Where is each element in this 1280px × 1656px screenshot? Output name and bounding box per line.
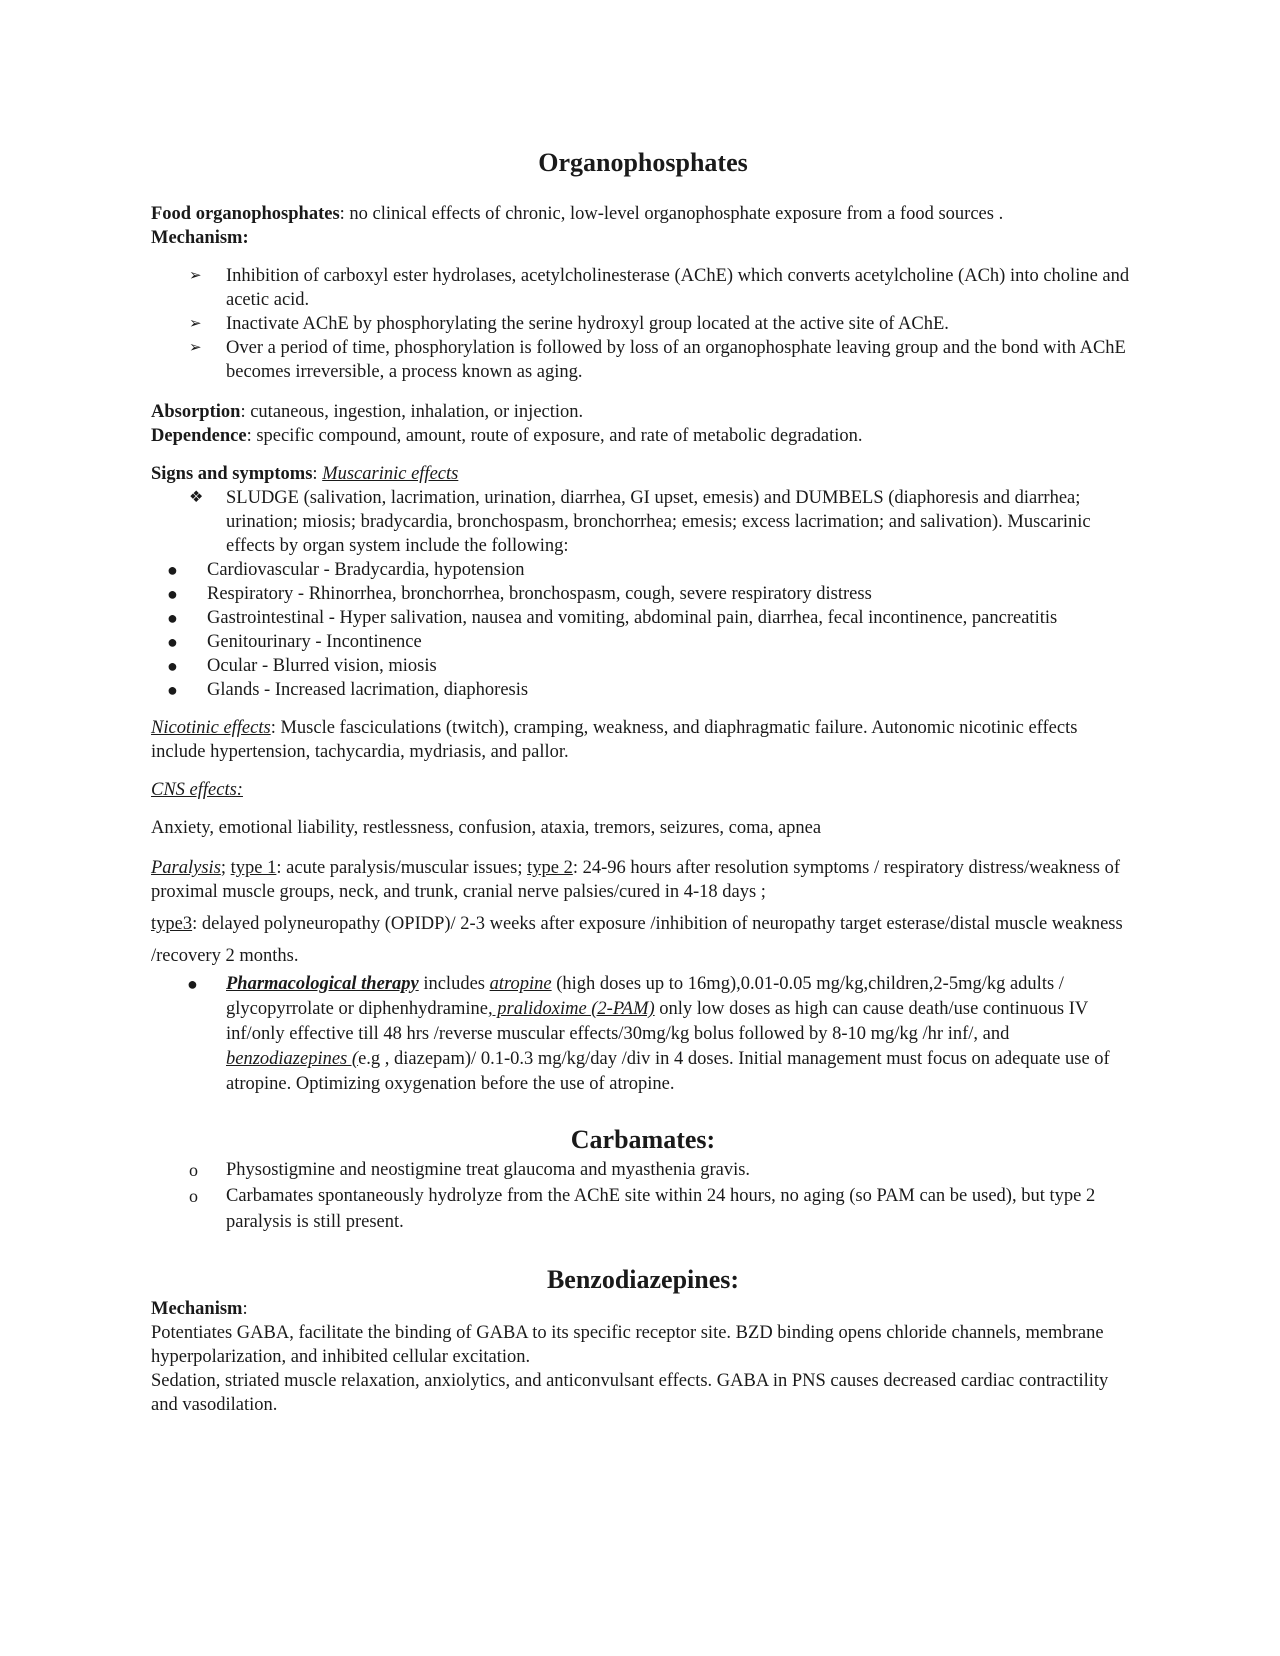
document-body [151, 146, 1135, 1417]
list-item: ➢ Over a period of time, phosphorylation is followed by loss of an organophosphate leaving group and the bond with AChE becomes irreversible, a process known as aging. [189, 338, 1126, 382]
list-item: ● Ocular - Blurred vision, miosis [167, 656, 437, 676]
paralysis-type3-para: type3: delayed polyneuropathy (OPIDP)/ 2-3 weeks after exposure /inhibition of neuropathy target esterase/distal muscle weakness /recovery 2 months. [151, 914, 1123, 966]
list-item: ● Respiratory - Rhinorrhea, bronchorrhea, bronchospasm, cough, severe respiratory distress [167, 584, 872, 604]
dot-bullet-icon: ● [187, 974, 198, 994]
dot-bullet-icon: ● [167, 680, 178, 700]
dot-bullet-icon: ● [167, 608, 178, 628]
list-item: ● Glands - Increased lacrimation, diaphoresis [167, 680, 529, 700]
list-item: o Carbamates spontaneously hydrolyze from the AChE site within 24 hours, no aging (so PAM can be used), but type 2 paralysis is still present. [151, 1183, 1135, 1235]
sludge-list [151, 486, 1135, 558]
dot-bullet-icon: ● [167, 560, 178, 580]
list-item: ➢ Inactivate AChE by phosphorylating the serine hydroxyl group located at the active site of AChE. [189, 314, 949, 334]
carbamates-heading: Carbamates: [570, 1125, 716, 1154]
page-title: Organophosphates [538, 148, 748, 177]
circle-bullet-icon: o [189, 1160, 198, 1180]
cns-effects-text: Anxiety, emotional liability, restlessness, confusion, ataxia, tremors, seizures, coma, apnea [151, 818, 822, 838]
benzo-mechanism-heading: Mechanism: [151, 1299, 248, 1319]
benzo-effects-para: Sedation, striated muscle relaxation, anxiolytics, and anticonvulsant effects. GABA in PNS causes decreased cardiac contractility and vasodilation. [151, 1371, 1109, 1415]
dot-bullet-icon: ● [167, 656, 178, 676]
nicotinic-effects-para: Nicotinic effects: Muscle fasciculations (twitch), cramping, weakness, and diaphragmatic failure. Autonomic nicotinic effects include hypertension, tachycardia, mydriasis, and pallor. [151, 718, 1078, 762]
arrow-bullet-icon: ➢ [189, 340, 202, 356]
paralysis-para: Paralysis; type 1: acute paralysis/muscular issues; type 2: 24-96 hours after resolution symptoms / respiratory distress/weakness of proximal muscle groups, neck, and trunk, cranial nerve palsies/cured in 4-18 days ; [151, 858, 1121, 902]
diamond-bullet-icon: ❖ [189, 489, 204, 506]
mechanism-heading: Mechanism: [151, 228, 249, 248]
list-item: o Physostigmine and neostigmine treat glaucoma and myasthenia gravis. [151, 1157, 1135, 1183]
organ-effects-list [151, 558, 1135, 702]
list-item: ● Cardiovascular - Bradycardia, hypotension [167, 560, 525, 580]
cns-effects-heading: CNS effects: [151, 780, 243, 800]
food-organophosphates-para: Food organophosphates: no clinical effects of chronic, low-level organophosphate exposure from a food sources . [151, 204, 1004, 224]
arrow-bullet-icon: ➢ [189, 316, 202, 332]
mechanism-list [151, 264, 1135, 384]
benzo-mechanism-para: Potentiates GABA, facilitate the binding of GABA to its specific receptor site. BZD binding opens chloride channels, membrane hyperpolarization, and inhibited cellular excitation. [151, 1323, 1104, 1367]
dot-bullet-icon: ● [167, 632, 178, 652]
carbamates-list [151, 1157, 1135, 1235]
absorption-para: Absorption: cutaneous, ingestion, inhalation, or injection. [151, 402, 584, 422]
list-item: ● Gastrointestinal - Hyper salivation, nausea and vomiting, abdominal pain, diarrhea, fecal incontinence, pancreatitis [167, 608, 1058, 628]
benzodiazepines-heading: Benzodiazepines: [546, 1265, 740, 1294]
list-item: ➢ Inhibition of carboxyl ester hydrolases, acetylcholinesterase (AChE) which converts acetylcholine (ACh) into choline and acetic acid. [189, 266, 1130, 310]
arrow-bullet-icon: ➢ [189, 268, 202, 284]
list-item: ● Genitourinary - Incontinence [167, 632, 422, 652]
circle-bullet-icon: o [189, 1186, 198, 1206]
pharmacological-therapy-list [151, 972, 1135, 1097]
signs-symptoms-para: Signs and symptoms: Muscarinic effects [151, 464, 459, 484]
list-item: ● Pharmacological therapy includes atropine (high doses up to 16mg),0.01-0.05 mg/kg,children,2-5mg/kg adults / glycopyrrolate or diphenhydramine, pralidoxime (2-PAM) only low doses as high can cause death/use continuous IV inf/only effective till 48 hrs /reverse muscular effects/30mg/kg bolus followed by 8-10 mg/kg /hr inf/, and benzodiazepines (e.g , diazepam)/ 0.1-0.3 mg/kg/day /div in 4 doses. Initial management must focus on adequate use of atropine. Optimizing oxygenation before the use of atropine. [187, 974, 1110, 1094]
dot-bullet-icon: ● [167, 584, 178, 604]
dependence-para: Dependence: specific compound, amount, route of exposure, and rate of metabolic degradation. [151, 426, 863, 446]
list-item: ❖ SLUDGE (salivation, lacrimation, urination, diarrhea, GI upset, emesis) and DUMBELS (diaphoresis and diarrhea; urination; miosis; bradycardia, bronchospasm, bronchorrhea; emesis; excess lacrimation; and salivation). Muscarinic effects by organ system include the following: [189, 488, 1091, 556]
